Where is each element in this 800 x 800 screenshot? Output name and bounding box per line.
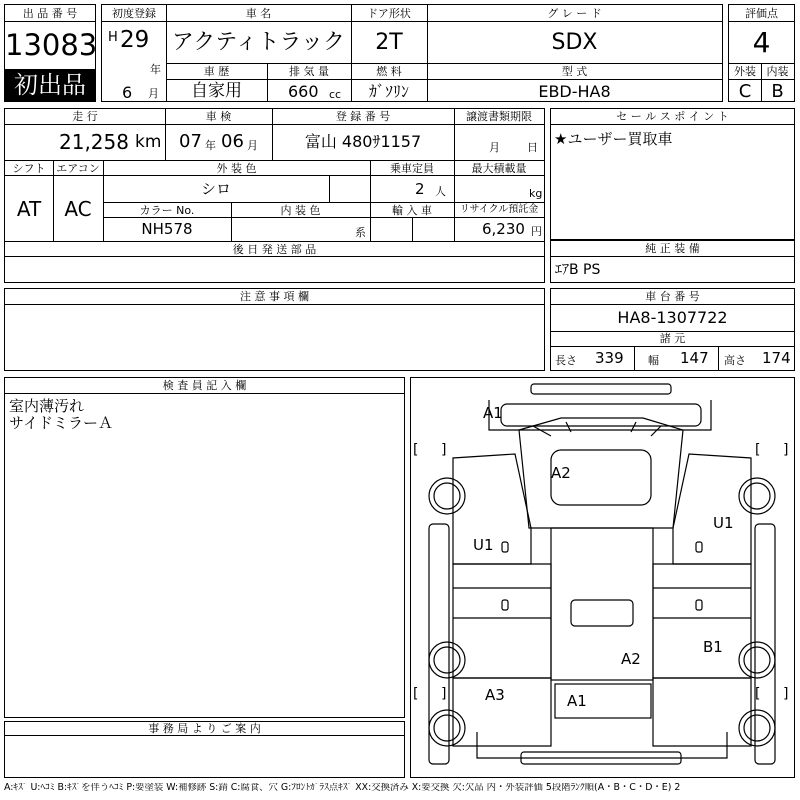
mark-rear-left-a3: A3 <box>485 686 505 704</box>
spec-label: 諸 元 <box>659 332 686 345</box>
exterior-label: 外装 <box>734 65 756 78</box>
sales-point-label: セ ー ル ス ポ イ ン ト <box>616 110 729 123</box>
first-listing-text: 初出品 <box>14 71 86 99</box>
insp-year: 07 <box>179 131 202 152</box>
interior-label: 内装 <box>766 65 789 78</box>
month-unit: 月 <box>148 87 159 100</box>
color-number: NH578 <box>141 220 193 238</box>
history: 自家用 <box>191 81 242 101</box>
grade-label: グ レ ー ド <box>547 7 602 20</box>
notes-label: 注 意 事 項 欄 <box>240 290 309 303</box>
shift: AT <box>16 197 42 221</box>
mileage: 21,258 <box>59 130 129 154</box>
equipment-text: ｴｱB PS <box>555 262 601 278</box>
office-box <box>4 721 405 778</box>
body-color: シロ <box>200 180 231 198</box>
lot-number: 13083 <box>5 28 98 62</box>
bracket-close-front-left: ] <box>441 442 447 458</box>
insp-month-unit: 月 <box>247 139 258 152</box>
mileage-label: 走 行 <box>72 110 98 123</box>
reg-month: 6 <box>122 83 133 102</box>
insp-month: 06 <box>221 131 244 152</box>
transfer-day-unit: 日 <box>527 141 538 154</box>
reg-number: 富山 480ｻ1157 <box>304 132 422 151</box>
sales-point-text: ★ユーザー買取車 <box>554 130 673 148</box>
lot-number-label: 出 品 番 号 <box>22 7 78 20</box>
capacity-unit: 人 <box>435 185 446 198</box>
bracket-open-front-left: [ <box>413 442 419 458</box>
vehicle-details-grid <box>4 108 545 283</box>
grade: SDX <box>551 30 598 55</box>
car-name-label: 車 名 <box>245 7 272 20</box>
insp-year-unit: 年 <box>205 139 216 152</box>
bracket-close-rear-left: ] <box>441 686 447 702</box>
year-unit: 年 <box>150 63 161 76</box>
lot-number-box <box>4 4 96 102</box>
recycle-fee: 6,230 <box>482 220 525 238</box>
mileage-unit: km <box>135 132 162 152</box>
inspector-note-1: 室内薄汚れ <box>9 397 85 415</box>
inspection-label: 車 検 <box>205 110 232 123</box>
max-load-unit: kg <box>529 187 543 200</box>
mark-right-b1: B1 <box>703 638 723 656</box>
inspector-note-2: サイドミラーＡ <box>9 414 113 432</box>
damage-diagram-box <box>410 377 795 778</box>
mark-front-a1: A1 <box>483 404 503 422</box>
max-load-label: 最大積載量 <box>471 162 527 175</box>
door-type: 2T <box>375 30 403 55</box>
int-color-label: 内 装 色 <box>280 204 321 217</box>
truck-diagram <box>411 378 794 777</box>
history-label: 車 歴 <box>203 65 230 78</box>
score-label: 評価点 <box>745 7 778 20</box>
length-label: 長さ <box>555 354 577 367</box>
height: 174 <box>762 349 791 367</box>
ac-label: エアコン <box>56 162 100 175</box>
chassis-box <box>550 288 795 371</box>
bracket-open-rear-left: [ <box>413 686 419 702</box>
height-label: 高さ <box>724 354 746 367</box>
first-listing-badge <box>5 69 95 101</box>
shift-label: シフト <box>12 162 46 175</box>
chassis-label: 車 台 番 号 <box>645 290 700 303</box>
length: 339 <box>595 349 624 367</box>
import-label: 輸 入 車 <box>392 204 432 217</box>
reg-year: 29 <box>120 27 150 53</box>
capacity-label: 乗車定員 <box>390 162 434 175</box>
office-label: 事 務 局 よ り ご 案 内 <box>148 722 261 735</box>
color-label: 外 装 色 <box>216 162 257 175</box>
bracket-open-front-right: [ <box>755 442 761 458</box>
rear-bumper <box>477 732 727 758</box>
score-box <box>728 4 795 102</box>
int-color-unit: 系 <box>355 226 366 239</box>
first-reg-label: 初度登録 <box>112 7 156 20</box>
color-no-label: カラー No. <box>139 204 195 217</box>
recycle-unit: 円 <box>531 225 542 238</box>
interior-grade: B <box>771 81 784 102</box>
mark-left-u1: U1 <box>473 536 494 554</box>
mark-bed-a2: A2 <box>621 650 641 668</box>
right-bed-panel <box>653 564 751 678</box>
bracket-open-rear-right: [ <box>755 686 761 702</box>
bracket-close-front-right: ] <box>783 442 789 458</box>
cab-roof <box>519 418 683 528</box>
displacement: 660 <box>288 82 319 101</box>
legend: A:ｷｽﾞ U:ﾍｺﾐ B:ｷｽﾞを伴うﾍｺﾐ P:要塗装 W:補修跡 S:錆 C:腐食、穴 G:ﾌﾛﾝﾄｶﾞﾗｽ点ｷｽﾞ XX:交換済み X:要交換 欠:欠品 内・外装評価 5段階ﾗﾝｸ順(A・B・C・D・E) 2 <box>4 783 681 793</box>
notes-box <box>4 288 545 371</box>
exterior-grade: C <box>738 81 752 102</box>
equipment-box <box>550 240 795 283</box>
model-code: EBD-HA8 <box>538 82 611 101</box>
transfer-month-unit: 月 <box>489 141 500 154</box>
chassis-number: HA8-1307722 <box>617 308 728 327</box>
reg-number-label: 登 録 番 号 <box>335 110 391 123</box>
width: 147 <box>680 349 709 367</box>
era: H <box>108 30 118 45</box>
mark-roof-a2: A2 <box>551 464 571 482</box>
capacity: 2 <box>415 180 425 198</box>
fuel: ｶﾞｿﾘﾝ <box>368 82 409 101</box>
left-bed-panel <box>453 564 551 678</box>
model-label: 型 式 <box>561 65 588 78</box>
score: 4 <box>752 26 771 59</box>
later-parts-label: 後 日 発 送 部 品 <box>232 243 317 256</box>
header-grid <box>101 4 723 102</box>
equipment-label: 純 正 装 備 <box>645 242 700 255</box>
width-label: 幅 <box>648 354 659 367</box>
front-top-bar <box>531 384 671 394</box>
fuel-label: 燃 料 <box>376 65 402 78</box>
door-label: ドア形状 <box>367 7 411 20</box>
sales-point-box <box>550 108 795 240</box>
inspector-box <box>4 377 405 718</box>
ac: AC <box>64 197 92 221</box>
transfer-docs-label: 譲渡書類期限 <box>466 110 532 123</box>
rear-right-panel <box>653 678 751 746</box>
displacement-unit: cc <box>329 88 342 101</box>
bracket-close-rear-right: ] <box>783 686 789 702</box>
mark-tailgate-a1: A1 <box>567 692 587 710</box>
recycle-label: リサイクル預託金 <box>459 204 539 215</box>
displacement-label: 排 気 量 <box>289 65 329 78</box>
car-name: アクティトラック <box>171 30 346 55</box>
right-door <box>673 454 751 564</box>
inspector-label: 検 査 員 記 入 欄 <box>162 379 247 392</box>
mark-right-u1: U1 <box>713 514 734 532</box>
